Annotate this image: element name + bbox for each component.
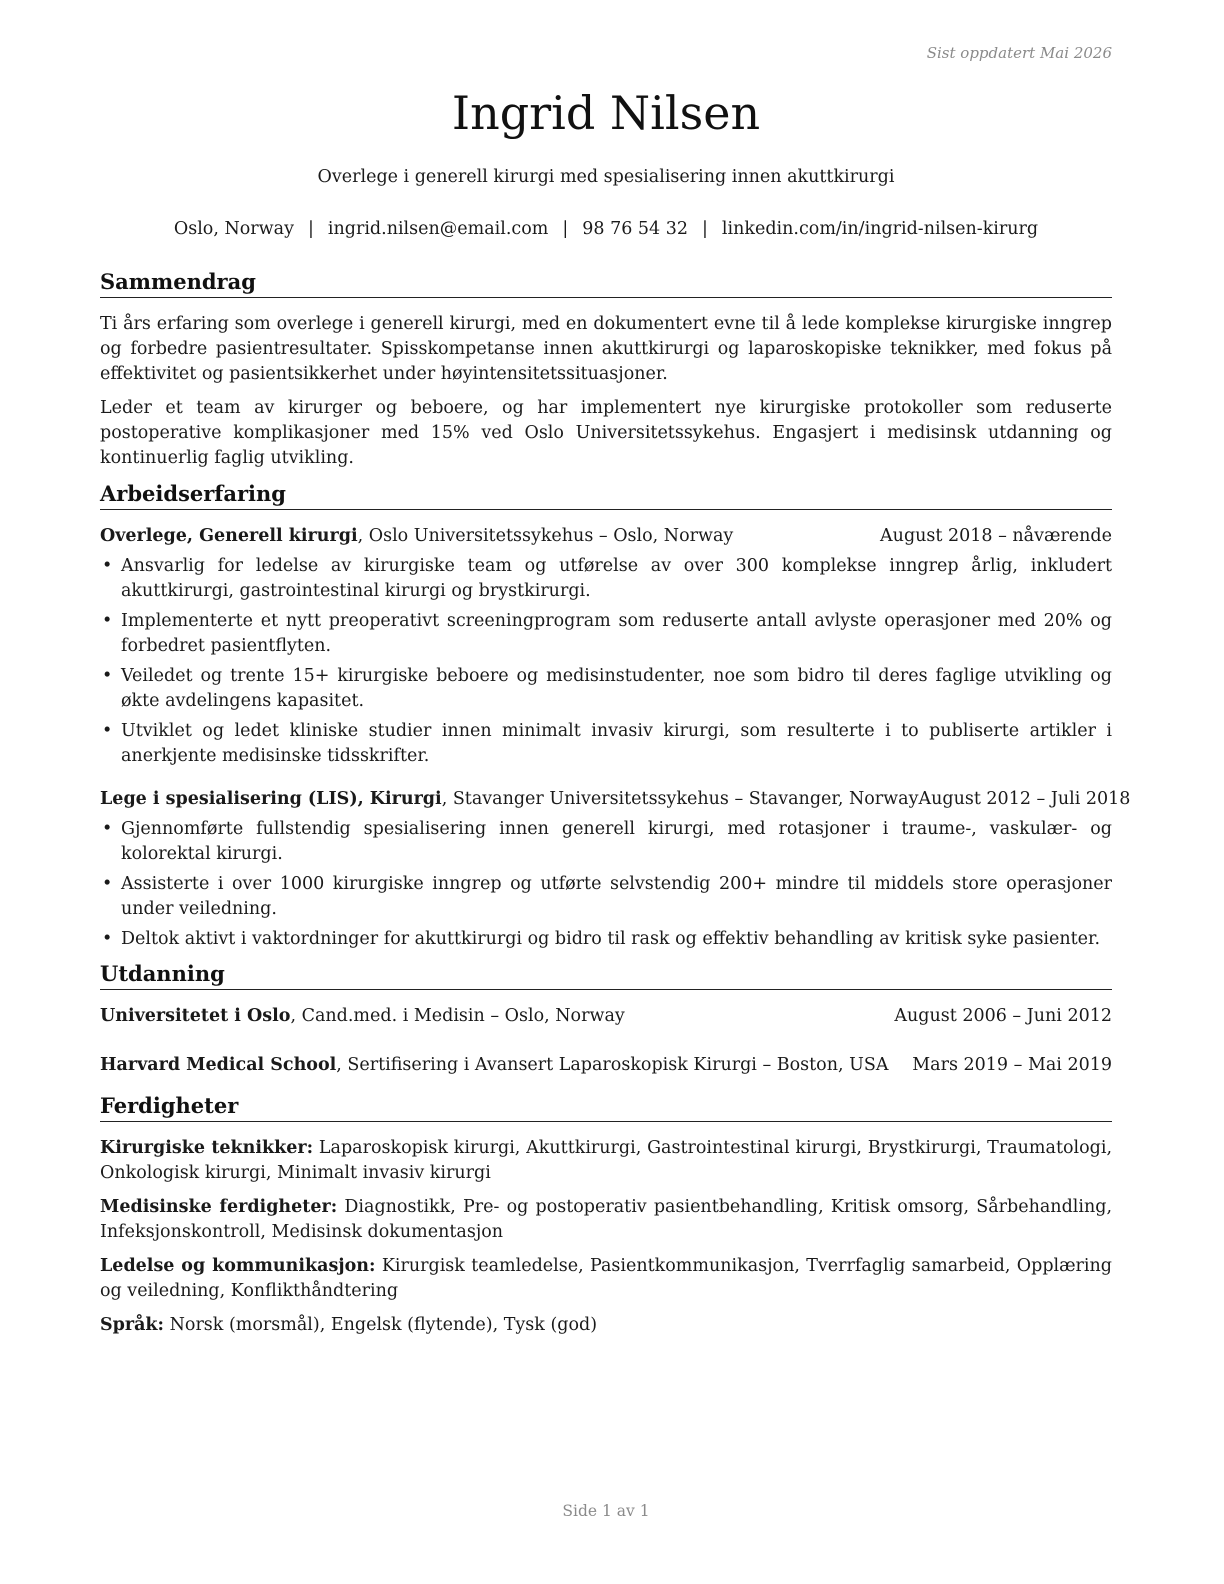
skill-row — [100, 1136, 1112, 1186]
job-header — [100, 524, 1112, 549]
education-detail: , Cand.med. i Medisin – Oslo, Norway — [290, 1006, 625, 1026]
education-school: Harvard Medical School — [100, 1055, 337, 1075]
education-title-line — [100, 1053, 888, 1078]
education-dates: Mars 2019 – Mai 2019 — [912, 1055, 1112, 1075]
contact-line — [100, 219, 1112, 239]
person-name: Ingrid Nilsen — [451, 86, 761, 140]
contact-email[interactable]: ingrid.nilsen@email.com — [327, 219, 549, 239]
job-bullet: • Utviklet og ledet kliniske studier innen minimalt invasiv kirurgi, som resulterte i to publiserte artikler i anerkjente medisinske tidsskrifter. — [100, 719, 1112, 769]
skill-value: Diagnostikk, Pre- og postoperativ pasientbehandling, Kritisk omsorg, Sårbehandling, Infeksjonskontroll, Medisinsk dokumentasjon — [100, 1197, 1113, 1242]
contact-phone: 98 76 54 32 — [582, 219, 689, 239]
job-title-line — [100, 524, 733, 549]
job-bullet: • Veiledet og trente 15+ kirurgiske beboere og medisinstudenter, noe som bidro til deres faglige utvikling og økte avdelingens kapasitet. — [100, 664, 1112, 714]
summary-paragraph: Ti års erfaring som overlege i generell kirurgi, med en dokumentert evne til å lede komplekse kirurgiske inngrep og forbedre pasientresultater. Spisskompetanse innen akuttkirurgi og laparoskopiske teknikker, med fokus på effektivitet og pasientsikkerhet under høyintensitetssituasjoner. — [100, 314, 1112, 384]
job-header — [100, 787, 1131, 812]
job-dates: August 2018 – nåværende — [880, 526, 1112, 546]
section-heading-skills: Ferdigheter — [100, 1092, 1112, 1122]
education-school: Universitetet i Oslo — [100, 1006, 291, 1026]
contact-separator: | — [307, 219, 314, 239]
skill-row — [100, 1313, 1112, 1338]
skill-value: Laparoskopisk kirurgi, Akuttkirurgi, Gastrointestinal kirurgi, Brystkirurgi, Traumatologi, Onkologisk kirurgi, Minimalt invasiv kirurgi — [100, 1138, 1113, 1183]
section-heading-education: Utdanning — [100, 960, 1112, 990]
job-title-line — [100, 787, 918, 812]
resume-content — [100, 268, 1131, 1347]
professional-title: Overlege i generell kirurgi med spesialisering innen akuttkirurgi — [317, 167, 895, 187]
experience-section — [100, 480, 1131, 952]
education-entry — [100, 1053, 1112, 1078]
job-employer: , Oslo Universitetssykehus – Oslo, Norway — [357, 526, 734, 546]
job-bullet: • Assisterte i over 1000 kirurgiske inngrep og utførte selvstendig 200+ mindre til middels store operasjoner under veiledning. — [100, 872, 1112, 922]
job-dates: August 2012 – Juli 2018 — [918, 789, 1131, 809]
contact-separator: | — [702, 219, 708, 239]
education-detail: , Sertifisering i Avansert Laparoskopisk Kirurgi – Boston, USA — [336, 1055, 889, 1075]
job-bullet: • Gjennomførte fullstendig spesialisering innen generell kirurgi, med rotasjoner i traume-, vaskulær- og kolorektal kirurgi. — [100, 817, 1112, 867]
education-title-line — [100, 1004, 625, 1029]
education-dates: August 2006 – Juni 2012 — [894, 1006, 1112, 1026]
job-bullet: • Implementerte et nytt preoperativt screeningprogram som reduserte antall avlyste operasjoner med 20% og forbedret pasientflyten. — [100, 609, 1112, 659]
job-bullet-list — [100, 554, 1112, 769]
skill-row — [100, 1195, 1112, 1245]
skill-value: Norsk (morsmål), Engelsk (flytende), Tysk (god) — [164, 1315, 598, 1335]
job-employer: , Stavanger Universitetssykehus – Stavanger, Norway — [441, 789, 919, 809]
job-bullet: • Deltok aktivt i vaktordninger for akuttkirurgi og bidro til rask og effektiv behandling av kritisk syke pasienter. — [100, 927, 1112, 952]
education-section — [100, 960, 1112, 1078]
contact-separator: | — [562, 219, 569, 239]
section-heading-summary: Sammendrag — [100, 268, 1112, 298]
last-updated: Sist oppdatert Mai 2026 — [926, 44, 1112, 62]
resume-page — [100, 0, 1131, 1584]
job-entry — [100, 524, 1112, 769]
job-entry — [100, 787, 1131, 952]
page-number: Side 1 av 1 — [562, 1502, 650, 1520]
contact-location: Oslo, Norway — [173, 219, 294, 239]
skill-row — [100, 1254, 1112, 1304]
skill-label: Medisinske ferdigheter: — [100, 1197, 338, 1217]
job-bullet: • Ansvarlig for ledelse av kirurgiske team og utførelse av over 300 komplekse inngrep årlig, inkludert akuttkirurgi, gastrointestinal kirurgi og brystkirurgi. — [100, 554, 1112, 604]
job-title: Overlege, Generell kirurgi — [100, 526, 358, 546]
summary-paragraph: Leder et team av kirurger og beboere, og har implementert nye kirurgiske protokoller som reduserte postoperative komplikasjoner med 15% ved Oslo Universitetssykehus. Engasjert i medisinsk utdanning og kontinuerlig faglig utvikling. — [100, 398, 1112, 468]
job-bullet-list — [100, 817, 1112, 952]
skill-label: Ledelse og kommunikasjon: — [100, 1256, 376, 1276]
section-heading-experience: Arbeidserfaring — [100, 480, 1112, 510]
skill-label: Språk: — [100, 1315, 165, 1335]
skills-section — [100, 1092, 1112, 1338]
summary-section — [100, 268, 1112, 471]
education-entry — [100, 1004, 1112, 1029]
contact-linkedin[interactable]: linkedin.com/in/ingrid-nilsen-kirurg — [721, 219, 1039, 239]
skill-value: Kirurgisk teamledelse, Pasientkommunikasjon, Tverrfaglig samarbeid, Opplæring og veiledning, Konflikthåndtering — [100, 1256, 1112, 1301]
job-title: Lege i spesialisering (LIS), Kirurgi — [100, 789, 442, 809]
skill-label: Kirurgiske teknikker: — [100, 1138, 314, 1158]
